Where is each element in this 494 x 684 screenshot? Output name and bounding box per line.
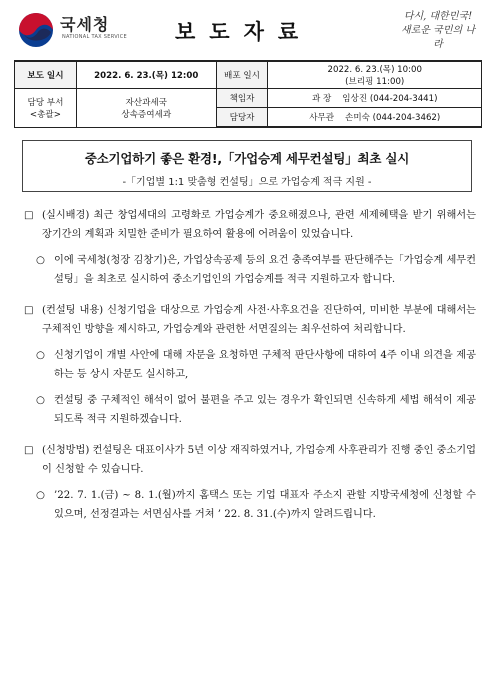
consulting-detail-2 (24, 391, 476, 429)
consulting-text: (컨설팅 내용) 신청기업을 대상으로 가업승계 사전·사후요건을 진단하여, 미비한 부분에 대해서는 구체적인 방향을 제시하고, 가업승계와 관련한 서면질의는 최우선하여 처리합니다. (42, 305, 476, 335)
headline-title: 중소기업하기 좋은 환경!,「가업승계 세무컨설팅」최초 실시 (84, 151, 410, 166)
circle-bullet-icon: ○ (36, 350, 45, 361)
distribution-value: 2022. 6. 23.(목) 10:00 (327, 65, 422, 75)
department-sub: <총괄> (29, 109, 61, 120)
background-detail (24, 251, 476, 289)
staff-label: 담당자 (216, 108, 268, 128)
slogan-line-1: 다시, 대한민국! (403, 11, 473, 22)
distribution-cell (268, 61, 482, 89)
department-value-cell (76, 89, 216, 128)
department-label-cell (15, 89, 77, 128)
background-text: (실시배경) 최근 창업세대의 고령화로 가업승계가 중요해졌으나, 관련 세제혜택을 받기 위해서는 장기간의 계획과 치밀한 준비가 필요하여 활용에 어려움이 있었습니다. (42, 210, 476, 240)
slogan (398, 10, 478, 52)
staff-cell (268, 108, 482, 128)
release-info-table (14, 60, 482, 128)
application-text: (신청방법) 컨설팅은 대표이사가 5년 이상 재직하였거나, 가업승계 사후관리가 진행 중인 중소기업이 신청할 수 있습니다. (42, 445, 476, 475)
manager-title: 과 장 (311, 94, 332, 104)
briefing-time: (브리핑 11:00) (345, 77, 405, 87)
release-label: 보도 일시 (15, 61, 77, 89)
staff-title: 사무관 (309, 113, 335, 123)
circle-bullet-icon: ○ (36, 490, 45, 501)
section-background (24, 206, 476, 244)
square-bullet-icon: □ (24, 210, 34, 221)
release-value: 2022. 6. 23.(목) 12:00 (76, 61, 216, 89)
slogan-line-2: 새로운 국민의 나라 (401, 25, 475, 50)
section-application (24, 441, 476, 479)
press-body (24, 206, 476, 524)
background-detail-text: 이에 국세청(청장 김창기)은, 가업상속공제 등의 요건 충족여부를 판단해주는「가업승계 세무컨설팅」을 최초로 실시하여 중소기업인의 가업승계를 적극 지원하고자 합니다. (54, 255, 476, 285)
application-detail (24, 486, 476, 524)
press-header (0, 0, 494, 62)
headline-subtitle: -「기업별 1:1 맞춤형 컨설팅」으로 가업승계 적극 지원 - (122, 177, 372, 188)
manager-cell (268, 89, 482, 108)
application-detail-text: ’22. 7. 1.(금) ~ 8. 1.(월)까지 홈택스 또는 기업 대표자 주소지 관할 지방국세청에 신청할 수 있으며, 선정결과는 서면심사를 거쳐 ’ 22. 8. 31.(수)까지 알려드립니다. (54, 490, 476, 520)
section-value: 상속증여세과 (121, 109, 172, 120)
headline-box (22, 140, 472, 192)
agency-name: 국세청 (60, 15, 110, 34)
department-value: 자산과세국 (125, 97, 167, 108)
document-title: 보도자료 (175, 19, 313, 44)
consulting-detail-2-text: 컨설팅 중 구체적인 해석이 없어 불편을 주고 있는 경우가 확인되면 신속하게 세법 해석이 제공되도록 적극 지원하겠습니다. (54, 395, 476, 425)
circle-bullet-icon: ○ (36, 255, 45, 266)
square-bullet-icon: □ (24, 305, 34, 316)
circle-bullet-icon: ○ (36, 395, 45, 406)
consulting-detail-1-text: 신청기업이 개별 사안에 대해 자문을 요청하면 구체적 판단사항에 대하여 4주 이내 의견을 제공하는 등 상시 자문도 실시하고, (54, 350, 476, 380)
government-logo-icon (18, 12, 54, 48)
staff-contact: 손미숙 (044-204-3462) (345, 113, 441, 123)
square-bullet-icon: □ (24, 445, 34, 456)
distribution-label: 배포 일시 (216, 61, 268, 89)
manager-contact: 임상진 (044-204-3441) (342, 94, 438, 104)
department-label: 담당 부서 (27, 97, 64, 108)
agency-name-en: NATIONAL TAX SERVICE (62, 34, 127, 40)
manager-label: 책임자 (216, 89, 268, 108)
section-consulting (24, 301, 476, 339)
consulting-detail-1 (24, 346, 476, 384)
